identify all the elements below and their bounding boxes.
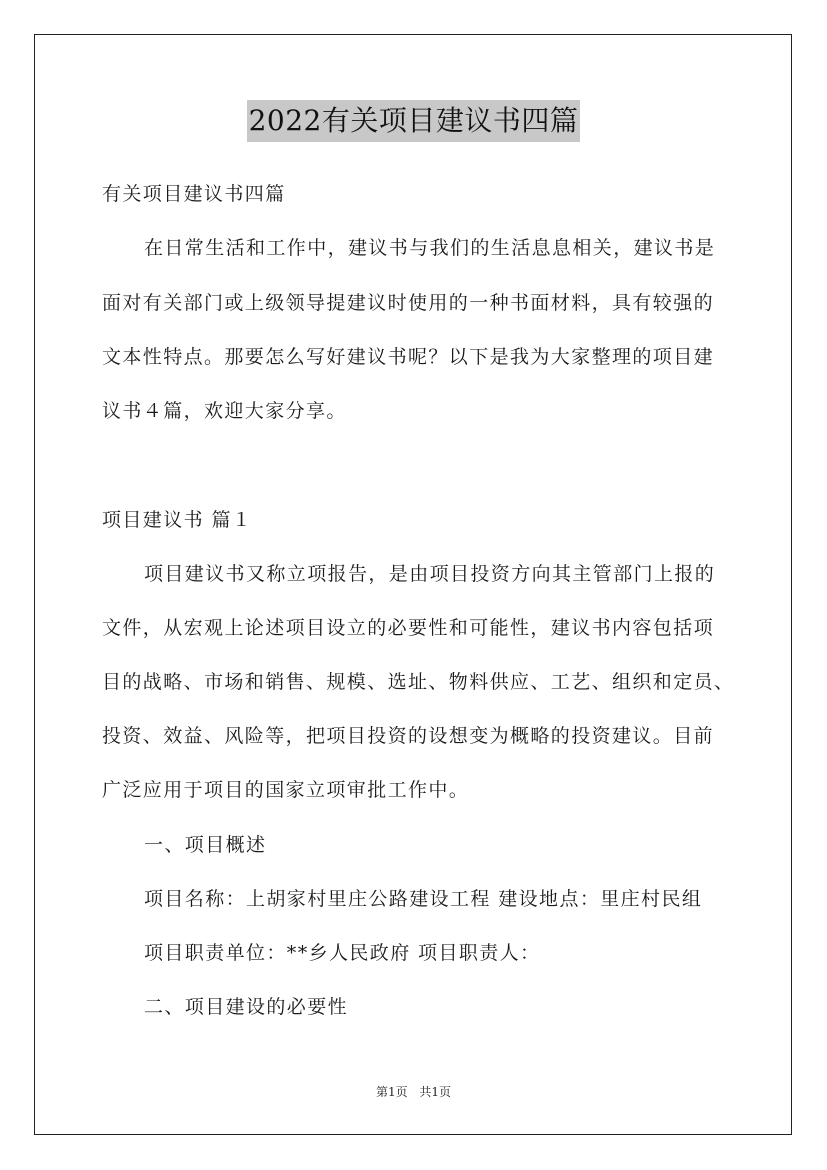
intro-line-1: 在日常生活和工作中，建议书与我们的生活息息相关，建议书是 [144, 237, 716, 259]
necessity-heading: 二、项目建设的必要性 [144, 996, 349, 1018]
section-body-line-1: 项目建议书又称立项报告，是由项目投资方向其主管部门上报的 [144, 563, 716, 585]
project-name-line: 项目名称：上胡家村里庄公路建设工程 建设地点：里庄村民组 [144, 888, 703, 910]
document-subtitle: 有关项目建议书四篇 [102, 183, 286, 205]
intro-line-2: 面对有关部门或上级领导提建议时使用的一种书面材料，具有较强的 [102, 292, 715, 314]
intro-line-3: 文本性特点。那要怎么写好建议书呢？以下是我为大家整理的项目建 [102, 346, 715, 368]
page-footer [0, 1083, 827, 1100]
section-body-line-5: 广泛应用于项目的国家立项审批工作中。 [102, 779, 470, 801]
section-body-line-4: 投资、效益、风险等，把项目投资的设想变为概略的投资建议。目前 [102, 725, 715, 747]
title-wrap [0, 100, 827, 142]
section-body-line-2: 文件，从宏观上论述项目设立的必要性和可能性，建议书内容包括项 [102, 617, 715, 639]
document-title: 2022有关项目建议书四篇 [247, 100, 581, 142]
overview-heading: 一、项目概述 [144, 834, 267, 856]
page-number-current: 第1页 [375, 1085, 408, 1099]
intro-line-4: 议书４篇，欢迎大家分享。 [102, 400, 347, 422]
project-unit-line: 项目职责单位：**乡人民政府 项目职责人： [144, 942, 541, 964]
section-body-line-3: 目的战略、市场和销售、规模、选址、物料供应、工艺、组织和定员、 [102, 671, 735, 693]
section-heading: 项目建议书 篇１ [102, 509, 253, 531]
page-number-total: 共1页 [419, 1085, 452, 1099]
